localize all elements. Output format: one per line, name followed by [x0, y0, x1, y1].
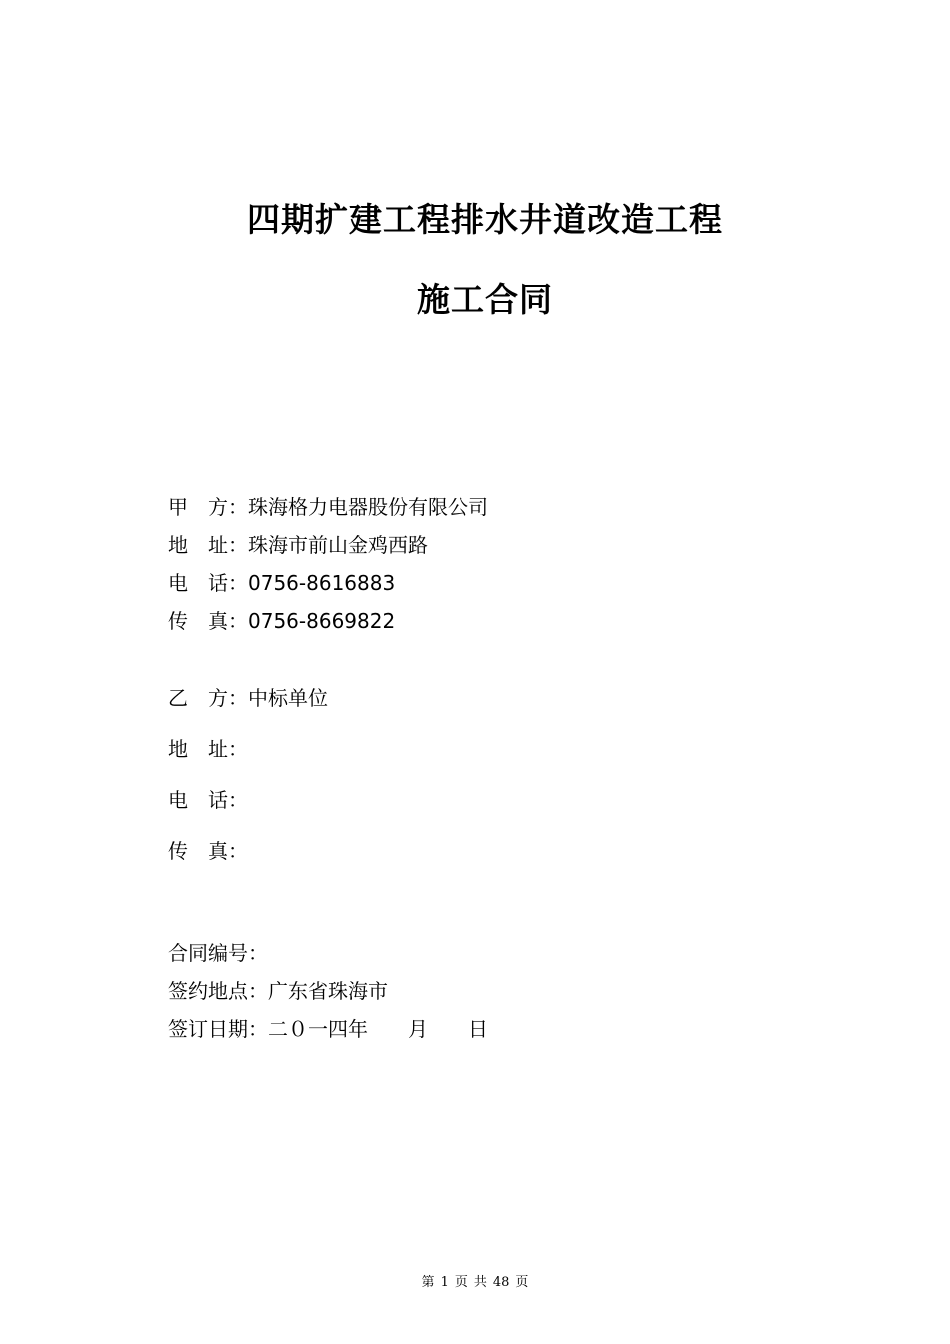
party-a-fax-value: 0756-8669822: [248, 609, 396, 633]
party-b-fax-label: 传 真: [168, 839, 228, 863]
colon: ：: [228, 737, 248, 761]
page-footer: [0, 1271, 950, 1290]
footer-prefix: 第: [421, 1275, 435, 1290]
footer-page-word: 页: [454, 1275, 468, 1290]
party-a-name-row: [168, 492, 488, 522]
footer-total-pages: 48: [492, 1275, 510, 1290]
signing-place-label: 签约地点: [168, 979, 248, 1003]
party-b-phone-row: [168, 785, 248, 815]
party-a-address-row: [168, 530, 428, 560]
footer-total-word: 共: [473, 1275, 487, 1290]
party-b-fax-row: [168, 836, 248, 866]
party-b-address-label: 地 址: [168, 737, 228, 761]
party-b-name-label: 乙 方: [168, 686, 228, 710]
signing-place-row: [168, 976, 388, 1006]
party-a-name-value: 珠海格力电器股份有限公司: [248, 495, 488, 519]
colon: ：: [228, 571, 248, 595]
signing-date-label: 签订日期: [168, 1017, 248, 1041]
party-b-name-row: [168, 683, 328, 713]
party-a-phone-label: 电 话: [168, 571, 228, 595]
party-a-phone-value: 0756-8616883: [248, 571, 396, 595]
party-b-name-value: 中标单位: [248, 686, 328, 710]
colon: ：: [228, 495, 248, 519]
signing-date-row: [168, 1014, 488, 1044]
colon: ：: [248, 1017, 268, 1041]
party-a-address-label: 地 址: [168, 533, 228, 557]
signing-date-value: 二０一四年 月 日: [268, 1017, 488, 1041]
footer-suffix: 页: [515, 1275, 529, 1290]
party-a-address-value: 珠海市前山金鸡西路: [248, 533, 428, 557]
contract-title-line-2: 施工合同: [417, 280, 553, 319]
party-b-address-row: [168, 734, 248, 764]
party-a-phone-row: [168, 568, 395, 598]
colon: ：: [248, 941, 268, 965]
colon: ：: [228, 686, 248, 710]
party-a-fax-label: 传 真: [168, 609, 228, 633]
colon: ：: [228, 788, 248, 812]
signing-place-value: 广东省珠海市: [268, 979, 388, 1003]
colon: ：: [228, 533, 248, 557]
footer-page-number: 1: [440, 1275, 449, 1290]
contract-title-line-1: 四期扩建工程排水井道改造工程: [247, 200, 723, 239]
contract-number-label: 合同编号: [168, 941, 248, 965]
colon: ：: [228, 839, 248, 863]
party-a-fax-row: [168, 606, 395, 636]
contract-number-row: [168, 938, 268, 968]
party-b-phone-label: 电 话: [168, 788, 228, 812]
colon: ：: [228, 609, 248, 633]
colon: ：: [248, 979, 268, 1003]
party-a-name-label: 甲 方: [168, 495, 228, 519]
